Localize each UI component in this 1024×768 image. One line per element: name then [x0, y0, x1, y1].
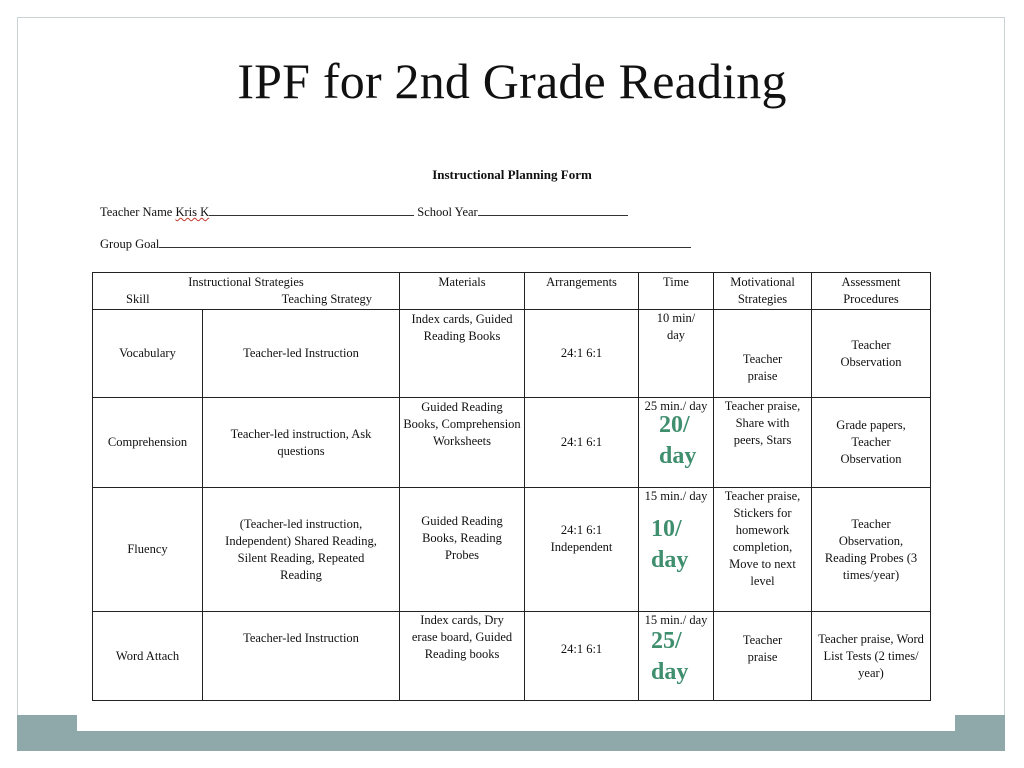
cell-arrangements: 24:1 6:1: [525, 398, 639, 488]
cell-assessment: Teacher Observation: [812, 310, 931, 398]
cell-assessment: Teacher Observation, Reading Probes (3 times/year): [812, 488, 931, 612]
cell-materials: Index cards, Guided Reading Books: [400, 310, 525, 398]
header-skill: Skill: [126, 292, 150, 306]
teacher-name-value: Kris K: [175, 205, 210, 219]
form-title: Instructional Planning Form: [432, 167, 592, 182]
school-year-blank: [478, 204, 628, 216]
cell-time-value: 25 min./ day: [644, 399, 708, 413]
handwritten-time-overlay: 25/ day: [651, 628, 689, 685]
header-instructional-strategies-label: Instructional Strategies: [188, 275, 304, 289]
instructional-planning-table: [92, 272, 931, 701]
handwritten-time-overlay: 20/ day: [659, 412, 697, 469]
cell-time: [639, 310, 714, 398]
header-motivational-strategies: Motivational Strategies: [714, 273, 812, 310]
cell-strategy: Teacher-led instruction, Ask questions: [203, 398, 400, 488]
cell-skill: Vocabulary: [93, 310, 203, 398]
header-assessment-procedures: Assessment Procedures: [812, 273, 931, 310]
cell-arrangements: 24:1 6:1: [525, 612, 639, 701]
header-arrangements: Arrangements: [525, 273, 639, 310]
teacher-line: [100, 204, 628, 220]
header-materials: Materials: [400, 273, 525, 310]
cell-skill: Fluency: [93, 488, 203, 612]
cell-assessment: Teacher praise, Word List Tests (2 times/ year): [812, 612, 931, 701]
slide-title: IPF for 2nd Grade Reading: [237, 53, 787, 109]
cell-time-value: 10 min/ day: [656, 311, 696, 342]
handwritten-time-overlay: 10/ day: [651, 516, 689, 573]
cell-materials: Guided Reading Books, Reading Probes: [400, 488, 525, 612]
cell-motivational: Teacher praise: [714, 612, 812, 701]
table-row: [93, 612, 931, 701]
teacher-label: [100, 205, 172, 219]
cell-arrangements: 24:1 6:1 Independent: [525, 488, 639, 612]
cell-time-value: 15 min./ day: [644, 489, 708, 503]
cell-motivational: Teacher praise, Share with peers, Stars: [714, 398, 812, 488]
header-time: Time: [639, 273, 714, 310]
cell-motivational: Teacher praise, Stickers for homework completion, Move to next level: [714, 488, 812, 612]
teacher-name-label: Teacher Name: [100, 205, 173, 219]
header-subheaders: [96, 291, 396, 308]
cell-skill: Word Attach: [93, 612, 203, 701]
school-year-label: School Year: [417, 205, 478, 219]
cell-arrangements: 24:1 6:1: [525, 310, 639, 398]
cell-time: [639, 612, 714, 701]
table-header-row: [93, 273, 931, 310]
footer-band-inner: [77, 715, 955, 731]
header-instructional-strategies: [93, 273, 400, 310]
cell-strategy: (Teacher-led instruction, Independent) Shared Reading, Silent Reading, Repeated Reading: [203, 488, 400, 612]
group-goal-label: Group Goal: [100, 237, 160, 251]
group-goal-line: [100, 236, 691, 252]
cell-skill: Comprehension: [93, 398, 203, 488]
table-row: [93, 310, 931, 398]
cell-time: [639, 488, 714, 612]
header-teaching-strategy: Teaching Strategy: [281, 292, 373, 306]
cell-assessment: Grade papers, Teacher Observation: [812, 398, 931, 488]
cell-materials: Index cards, Dry erase board, Guided Reading books: [400, 612, 525, 701]
cell-strategy: Teacher-led Instruction: [203, 310, 400, 398]
teacher-blank: [209, 204, 414, 216]
cell-strategy: Teacher-led Instruction: [203, 612, 400, 701]
group-goal-blank: [159, 236, 691, 248]
cell-time-value: 15 min./ day: [644, 613, 708, 627]
cell-materials: Guided Reading Books, Comprehension Worksheets: [400, 398, 525, 488]
cell-time: [639, 398, 714, 488]
table-row: [93, 398, 931, 488]
cell-motivational: Teacher praise: [714, 310, 812, 398]
table-row: [93, 488, 931, 612]
